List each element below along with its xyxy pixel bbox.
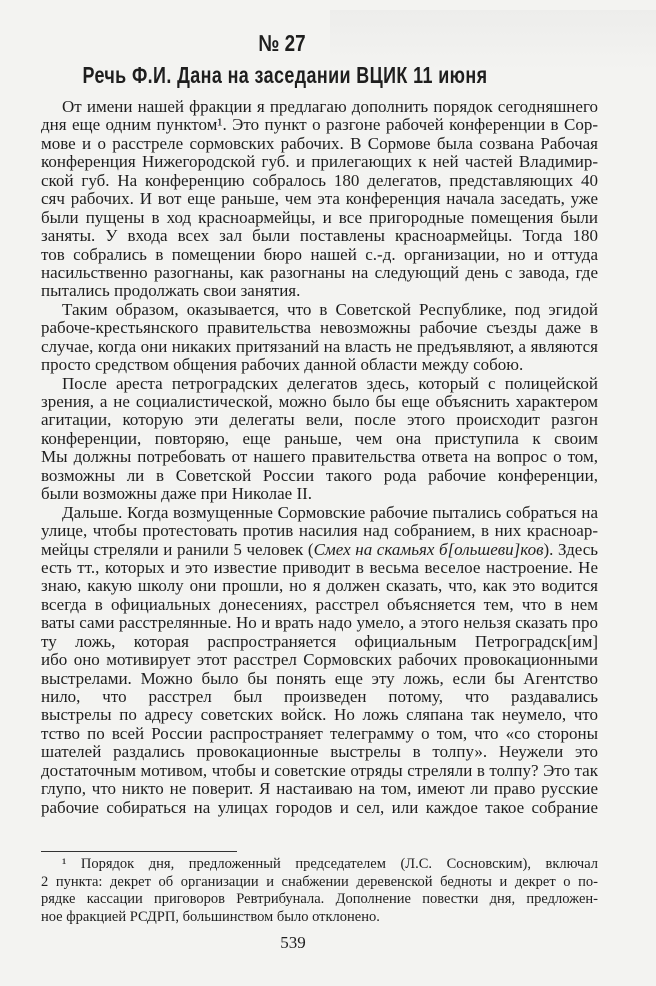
text-line: агитации, которую эти делегаты вели, после этого происходит разгон <box>41 411 598 430</box>
text-line: просто средством общения рабочих данной области между собою. <box>41 356 524 375</box>
text-line: ибо оно мотивирует этот расстрел Сормовских рабочих провокационными <box>41 651 598 670</box>
text-line: ту ложь, которая распространяется официальным Петроградск[им] <box>41 632 598 651</box>
text-line: дня еще одним пунктом¹. Это пункт о разгоне рабочей конференции в Сор- <box>41 116 598 135</box>
text-line: глупо, что никто не поверит. Я настаиваю на том, имеют ли право русские <box>41 780 598 799</box>
text-line: конференции, повторяю, еще раньше, чем она приступила к своим <box>41 429 598 448</box>
text-line: Таким образом, оказывается, что в Советской Республике, под эгидой <box>62 300 598 319</box>
paragraph <box>41 504 598 817</box>
text-line: достаточным мотивом, чтобы и советские отряды стреляли в толпу? Это так <box>41 761 598 780</box>
document-body <box>41 98 598 817</box>
footnote-divider <box>41 851 237 852</box>
text-line: были возможны даже при Николае II. <box>41 485 313 504</box>
text-line: есть тт., которых и это известие приводит в весьма веселое настроение. Не <box>41 558 598 577</box>
text-line: улице, чтобы протестовать против насилия над собранием, в них красноар- <box>41 522 598 541</box>
text-line: зрения, а не социалистической, можно было бы еще объяснить характером <box>41 393 598 411</box>
text-line: После ареста петроградских делегатов здесь, который с полицейской <box>62 374 598 393</box>
text-line: сяч рабочих. И вот еще раньше, чем эта конференция начала заседать, уже <box>41 190 598 209</box>
text-line: ской губ. На конференцию собралось 180 делегатов, представляющих 40 <box>41 171 598 190</box>
paragraph <box>41 375 598 504</box>
text-line: были пущены в ход красноармейцы, и все пригородные помещения были <box>41 208 598 227</box>
text-line: тство по всей России распространяет телеграмму о том, что «со стороны <box>41 724 598 743</box>
footnote-line: ное фракцией РСДРП, большинством было отклонено. <box>41 908 380 925</box>
text-line: возможны ли в Советской России такого рода рабочие конференции, <box>41 466 598 485</box>
text-line: Дальше. Когда возмущенные Сормовские рабочие пытались собраться на <box>62 503 598 522</box>
text-line: конференция Нижегородской губ. и прилегающих к ней частей Владимир- <box>41 153 598 172</box>
text-line: тов собрались в помещении бюро нашей с.-д. организации, но и оттуда <box>41 245 598 264</box>
text-line: заняты. У входа всех зал были поставлены красноармейцы. Тогда 180 <box>41 227 598 246</box>
paragraph <box>41 98 598 301</box>
text-line: мове и о расстреле сормовских рабочих. В Сормове была созвана Рабочая <box>41 134 598 153</box>
text-line: насильственно разогнаны, как разогнаны на следующий день с завода, где <box>41 263 598 282</box>
text-line: пытались продолжать свои занятия. <box>41 282 301 301</box>
text-line <box>41 541 598 559</box>
text-line: всегда в официальных донесениях, расстрел объясняется тем, что в нем <box>41 595 598 614</box>
text-line: выстрелами. Можно было бы понять еще эту ложь, если бы Агентство <box>41 669 598 688</box>
text-line: нило, что расстрел был произведен потому, что раздавались <box>41 688 598 706</box>
page-number: 539 <box>280 933 306 952</box>
footnote <box>41 856 598 926</box>
document-number: № 27 <box>258 30 306 56</box>
footnote-line: 2 пункта: декрет об организации и снабжении деревенской бедноты и декрет о по- <box>41 873 598 890</box>
paragraph <box>41 301 598 375</box>
text-line: От имени нашей фракции я предлагаю дополнить порядок сегодняшнего <box>62 98 598 116</box>
text-line: выстрелы по адресу советских войск. Но ложь сляпана так неумело, что <box>41 706 598 725</box>
text-line: случае, когда они никаких притязаний на власть не предъявляют, а являются <box>41 337 598 356</box>
text-line: рабочие собираться на улицах городов и сел, или каждое такое собрание <box>41 798 598 817</box>
document-title: Речь Ф.И. Дана на заседании ВЦИК 11 июня <box>82 62 488 88</box>
text-line: знаю, какую школу они прошли, но я должен сказать, что, как это водится <box>41 577 598 596</box>
footnote-line: ¹ Порядок дня, предложенный председателем (Л.С. Сосновским), включал <box>62 856 598 872</box>
text-segment: мейцы стреляли и ранили 5 человек ( <box>41 540 314 559</box>
text-line: Мы должны потребовать от нашего правительства ответа на вопрос о том, <box>41 448 598 467</box>
italic-remark: Смех на скамьях б[ольшеви]ков <box>313 540 544 559</box>
text-line: шателей раздались провокационные выстрелы в толпу». Неужели это <box>41 743 598 762</box>
text-line: рабоче-крестьянского правительства невозможны рабочие съезды даже в <box>41 319 598 338</box>
footnote-line: рядке кассации приговоров Ревтрибунала. Дополнение повестки дня, предложен- <box>41 891 598 908</box>
text-segment: ). Здесь <box>543 540 598 559</box>
text-line: ваты сами расстрелянные. Но и врать надо умело, а этого нельзя сказать про <box>41 614 598 633</box>
